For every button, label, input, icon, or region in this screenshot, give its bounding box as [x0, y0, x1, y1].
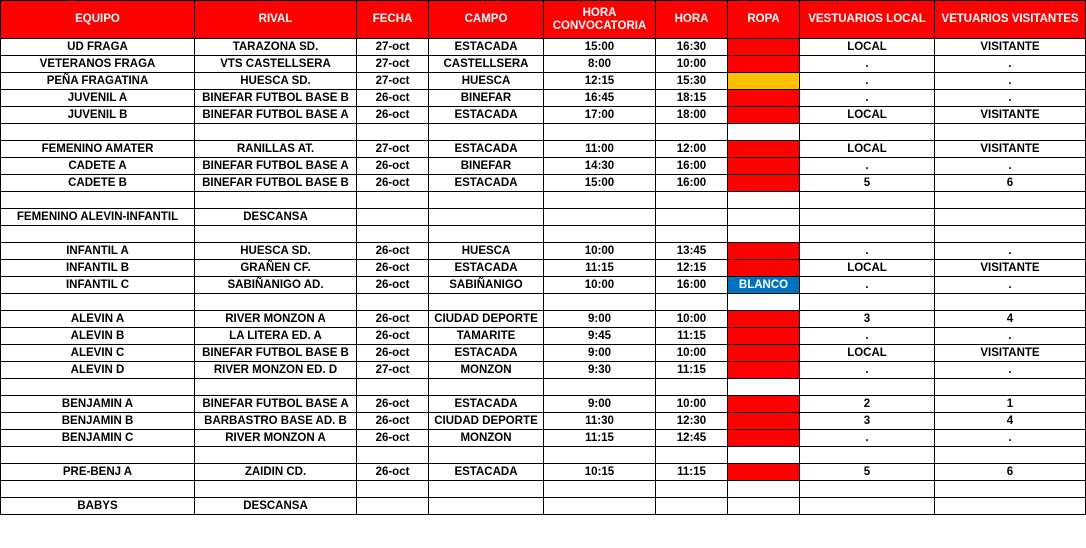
cell-ropa — [728, 260, 800, 277]
cell-hora: 15:30 — [656, 73, 728, 90]
cell-fecha — [357, 209, 429, 226]
cell-vestuario-local: LOCAL — [800, 345, 935, 362]
cell-rival: BINEFAR FUTBOL BASE B — [195, 345, 357, 362]
cell-campo: CIUDAD DEPORTE — [429, 413, 544, 430]
cell-equipo: FEMENINO ALEVIN-INFANTIL — [1, 209, 195, 226]
empty-cell — [800, 192, 935, 209]
blank-row — [1, 294, 1086, 311]
empty-cell — [800, 226, 935, 243]
cell-hora: 12:45 — [656, 430, 728, 447]
cell-campo: ESTACADA — [429, 396, 544, 413]
cell-hora: 16:00 — [656, 277, 728, 294]
cell-vestuario-visitante: 4 — [935, 413, 1086, 430]
cell-fecha: 26-oct — [357, 158, 429, 175]
cell-hora: 16:00 — [656, 175, 728, 192]
cell-rival: SABIÑANIGO AD. — [195, 277, 357, 294]
cell-ropa — [728, 396, 800, 413]
table-row — [1, 260, 1086, 277]
empty-cell — [429, 379, 544, 396]
empty-cell — [357, 447, 429, 464]
empty-cell — [800, 481, 935, 498]
cell-fecha: 27-oct — [357, 56, 429, 73]
table-row — [1, 107, 1086, 124]
cell-ropa — [728, 141, 800, 158]
cell-campo: ESTACADA — [429, 464, 544, 481]
cell-vestuario-visitante: . — [935, 56, 1086, 73]
cell-vestuario-local: . — [800, 430, 935, 447]
cell-fecha: 26-oct — [357, 260, 429, 277]
cell-campo: SABIÑANIGO — [429, 277, 544, 294]
cell-hora — [656, 209, 728, 226]
cell-vestuario-visitante: . — [935, 277, 1086, 294]
cell-campo: ESTACADA — [429, 175, 544, 192]
cell-ropa — [728, 39, 800, 56]
cell-rival: BARBASTRO BASE AD. B — [195, 413, 357, 430]
empty-cell — [357, 481, 429, 498]
table-row — [1, 73, 1086, 90]
cell-vestuario-local: . — [800, 277, 935, 294]
empty-cell — [656, 192, 728, 209]
cell-vestuario-visitante — [935, 209, 1086, 226]
empty-cell — [429, 481, 544, 498]
empty-cell — [728, 192, 800, 209]
empty-cell — [195, 379, 357, 396]
cell-vestuario-visitante: . — [935, 328, 1086, 345]
cell-vestuario-local: 5 — [800, 464, 935, 481]
cell-hora-convocatoria: 15:00 — [544, 39, 656, 56]
table-row — [1, 277, 1086, 294]
empty-cell — [1, 379, 195, 396]
cell-campo: ESTACADA — [429, 107, 544, 124]
table-row — [1, 464, 1086, 481]
cell-hora: 11:15 — [656, 328, 728, 345]
empty-cell — [935, 447, 1086, 464]
cell-fecha: 27-oct — [357, 141, 429, 158]
empty-cell — [935, 192, 1086, 209]
empty-cell — [357, 124, 429, 141]
header-vestuarios-visitantes: VETUARIOS VISITANTES — [935, 1, 1086, 39]
empty-cell — [1, 481, 195, 498]
cell-campo: CASTELLSERA — [429, 56, 544, 73]
cell-vestuario-visitante: . — [935, 362, 1086, 379]
cell-hora: 11:15 — [656, 464, 728, 481]
empty-cell — [728, 447, 800, 464]
cell-hora-convocatoria: 8:00 — [544, 56, 656, 73]
cell-equipo: BENJAMIN B — [1, 413, 195, 430]
cell-vestuario-local: LOCAL — [800, 141, 935, 158]
empty-cell — [195, 192, 357, 209]
empty-cell — [728, 379, 800, 396]
cell-ropa — [728, 56, 800, 73]
cell-hora-convocatoria: 10:00 — [544, 277, 656, 294]
cell-equipo: INFANTIL B — [1, 260, 195, 277]
empty-cell — [357, 379, 429, 396]
cell-rival: HUESCA SD. — [195, 73, 357, 90]
empty-cell — [728, 481, 800, 498]
cell-vestuario-local: . — [800, 362, 935, 379]
cell-vestuario-local: . — [800, 73, 935, 90]
cell-rival: RANILLAS AT. — [195, 141, 357, 158]
empty-cell — [544, 192, 656, 209]
table-row — [1, 328, 1086, 345]
cell-equipo: CADETE A — [1, 158, 195, 175]
table-row — [1, 158, 1086, 175]
cell-vestuario-local — [800, 498, 935, 515]
cell-fecha: 26-oct — [357, 90, 429, 107]
blank-row — [1, 481, 1086, 498]
empty-cell — [935, 379, 1086, 396]
empty-cell — [195, 447, 357, 464]
empty-cell — [544, 481, 656, 498]
cell-ropa — [728, 175, 800, 192]
empty-cell — [195, 481, 357, 498]
blank-row — [1, 192, 1086, 209]
cell-vestuario-local: 5 — [800, 175, 935, 192]
cell-fecha: 26-oct — [357, 107, 429, 124]
cell-equipo: BENJAMIN C — [1, 430, 195, 447]
empty-cell — [728, 294, 800, 311]
cell-ropa — [728, 413, 800, 430]
cell-hora-convocatoria: 9:45 — [544, 328, 656, 345]
cell-ropa — [728, 90, 800, 107]
cell-fecha: 26-oct — [357, 464, 429, 481]
cell-fecha: 27-oct — [357, 362, 429, 379]
cell-vestuario-local: . — [800, 328, 935, 345]
empty-cell — [656, 447, 728, 464]
cell-hora: 12:15 — [656, 260, 728, 277]
cell-rival: RIVER MONZON A — [195, 430, 357, 447]
empty-cell — [728, 226, 800, 243]
blank-row — [1, 124, 1086, 141]
cell-hora-convocatoria: 17:00 — [544, 107, 656, 124]
empty-cell — [429, 447, 544, 464]
cell-vestuario-local: 3 — [800, 311, 935, 328]
cell-campo: ESTACADA — [429, 345, 544, 362]
cell-vestuario-local: LOCAL — [800, 39, 935, 56]
cell-rival: VTS CASTELLSERA — [195, 56, 357, 73]
empty-cell — [935, 124, 1086, 141]
cell-equipo: CADETE B — [1, 175, 195, 192]
empty-cell — [544, 447, 656, 464]
cell-vestuario-local: 3 — [800, 413, 935, 430]
cell-vestuario-visitante: . — [935, 430, 1086, 447]
cell-rival: LA LITERA ED. A — [195, 328, 357, 345]
cell-hora: 18:15 — [656, 90, 728, 107]
cell-rival: BINEFAR FUTBOL BASE A — [195, 107, 357, 124]
empty-cell — [429, 294, 544, 311]
empty-cell — [357, 226, 429, 243]
header-fecha: FECHA — [357, 1, 429, 39]
cell-vestuario-visitante: . — [935, 158, 1086, 175]
cell-ropa — [728, 498, 800, 515]
cell-ropa — [728, 158, 800, 175]
empty-cell — [1, 447, 195, 464]
cell-fecha: 26-oct — [357, 396, 429, 413]
cell-hora: 10:00 — [656, 345, 728, 362]
cell-hora-convocatoria: 11:00 — [544, 141, 656, 158]
cell-rival: RIVER MONZON ED. D — [195, 362, 357, 379]
empty-cell — [429, 226, 544, 243]
cell-ropa — [728, 328, 800, 345]
cell-vestuario-visitante — [935, 498, 1086, 515]
cell-equipo: INFANTIL C — [1, 277, 195, 294]
table-row — [1, 498, 1086, 515]
cell-campo: BINEFAR — [429, 90, 544, 107]
table-row — [1, 430, 1086, 447]
cell-fecha: 26-oct — [357, 175, 429, 192]
cell-ropa — [728, 209, 800, 226]
blank-row — [1, 226, 1086, 243]
empty-cell — [1, 294, 195, 311]
cell-vestuario-visitante: 4 — [935, 311, 1086, 328]
cell-rival: ZAIDIN CD. — [195, 464, 357, 481]
cell-hora: 16:30 — [656, 39, 728, 56]
cell-ropa — [728, 464, 800, 481]
cell-hora-convocatoria — [544, 498, 656, 515]
empty-cell — [429, 192, 544, 209]
cell-hora-convocatoria: 15:00 — [544, 175, 656, 192]
cell-vestuario-visitante: VISITANTE — [935, 345, 1086, 362]
cell-rival: GRAÑEN CF. — [195, 260, 357, 277]
empty-cell — [1, 226, 195, 243]
cell-campo: BINEFAR — [429, 158, 544, 175]
blank-row — [1, 379, 1086, 396]
header-campo: CAMPO — [429, 1, 544, 39]
cell-rival: DESCANSA — [195, 498, 357, 515]
cell-vestuario-visitante: . — [935, 243, 1086, 260]
cell-hora-convocatoria: 11:15 — [544, 430, 656, 447]
cell-fecha: 27-oct — [357, 73, 429, 90]
empty-cell — [544, 379, 656, 396]
header-vestuarios-local: VESTUARIOS LOCAL — [800, 1, 935, 39]
cell-fecha: 26-oct — [357, 413, 429, 430]
cell-hora-convocatoria: 11:15 — [544, 260, 656, 277]
cell-ropa — [728, 73, 800, 90]
cell-rival: BINEFAR FUTBOL BASE B — [195, 90, 357, 107]
cell-hora-convocatoria: 12:15 — [544, 73, 656, 90]
cell-equipo: ALEVIN D — [1, 362, 195, 379]
cell-vestuario-visitante: 6 — [935, 175, 1086, 192]
cell-equipo: INFANTIL A — [1, 243, 195, 260]
table-row — [1, 243, 1086, 260]
cell-hora-convocatoria: 9:00 — [544, 311, 656, 328]
cell-hora-convocatoria: 16:45 — [544, 90, 656, 107]
cell-fecha: 26-oct — [357, 277, 429, 294]
cell-equipo: PRE-BENJ A — [1, 464, 195, 481]
cell-vestuario-visitante: . — [935, 73, 1086, 90]
empty-cell — [544, 226, 656, 243]
empty-cell — [800, 124, 935, 141]
table-row — [1, 90, 1086, 107]
cell-fecha: 26-oct — [357, 311, 429, 328]
cell-rival: DESCANSA — [195, 209, 357, 226]
cell-campo: CIUDAD DEPORTE — [429, 311, 544, 328]
empty-cell — [656, 379, 728, 396]
cell-ropa — [728, 345, 800, 362]
cell-hora: 12:30 — [656, 413, 728, 430]
cell-rival: BINEFAR FUTBOL BASE B — [195, 175, 357, 192]
cell-fecha: 26-oct — [357, 430, 429, 447]
cell-campo: ESTACADA — [429, 141, 544, 158]
cell-ropa — [728, 430, 800, 447]
cell-equipo: PEÑA FRAGATINA — [1, 73, 195, 90]
cell-vestuario-visitante: 1 — [935, 396, 1086, 413]
cell-hora: 16:00 — [656, 158, 728, 175]
table-row — [1, 39, 1086, 56]
table-row — [1, 56, 1086, 73]
cell-hora-convocatoria: 9:30 — [544, 362, 656, 379]
cell-hora-convocatoria: 11:30 — [544, 413, 656, 430]
table-row — [1, 362, 1086, 379]
cell-campo: TAMARITE — [429, 328, 544, 345]
cell-vestuario-local: . — [800, 90, 935, 107]
cell-ropa — [728, 362, 800, 379]
cell-rival: RIVER MONZON A — [195, 311, 357, 328]
empty-cell — [728, 124, 800, 141]
cell-equipo: JUVENIL B — [1, 107, 195, 124]
cell-hora-convocatoria: 9:00 — [544, 396, 656, 413]
cell-vestuario-visitante: . — [935, 90, 1086, 107]
cell-hora-convocatoria: 10:15 — [544, 464, 656, 481]
empty-cell — [656, 226, 728, 243]
cell-rival: TARAZONA SD. — [195, 39, 357, 56]
cell-campo: ESTACADA — [429, 260, 544, 277]
cell-campo — [429, 209, 544, 226]
header-row — [1, 1, 1086, 39]
cell-vestuario-visitante: VISITANTE — [935, 39, 1086, 56]
cell-campo: HUESCA — [429, 73, 544, 90]
empty-cell — [544, 294, 656, 311]
cell-equipo: FEMENINO AMATER — [1, 141, 195, 158]
cell-hora: 10:00 — [656, 396, 728, 413]
cell-hora-convocatoria: 14:30 — [544, 158, 656, 175]
cell-vestuario-local — [800, 209, 935, 226]
empty-cell — [357, 192, 429, 209]
header-hora: HORA — [656, 1, 728, 39]
cell-fecha: 26-oct — [357, 243, 429, 260]
empty-cell — [656, 294, 728, 311]
cell-equipo: UD FRAGA — [1, 39, 195, 56]
cell-equipo: ALEVIN A — [1, 311, 195, 328]
cell-ropa — [728, 311, 800, 328]
cell-vestuario-visitante: VISITANTE — [935, 107, 1086, 124]
cell-vestuario-local: . — [800, 158, 935, 175]
cell-campo: MONZON — [429, 362, 544, 379]
empty-cell — [1, 124, 195, 141]
cell-equipo: ALEVIN C — [1, 345, 195, 362]
cell-vestuario-visitante: VISITANTE — [935, 141, 1086, 158]
cell-ropa — [728, 243, 800, 260]
cell-hora: 11:15 — [656, 362, 728, 379]
empty-cell — [357, 294, 429, 311]
empty-cell — [195, 294, 357, 311]
schedule-body — [1, 39, 1086, 515]
cell-hora-convocatoria — [544, 209, 656, 226]
cell-campo: MONZON — [429, 430, 544, 447]
cell-equipo: BABYS — [1, 498, 195, 515]
empty-cell — [429, 124, 544, 141]
cell-campo: ESTACADA — [429, 39, 544, 56]
cell-rival: BINEFAR FUTBOL BASE A — [195, 396, 357, 413]
empty-cell — [1, 192, 195, 209]
cell-rival: BINEFAR FUTBOL BASE A — [195, 158, 357, 175]
table-row — [1, 141, 1086, 158]
empty-cell — [656, 481, 728, 498]
cell-campo: HUESCA — [429, 243, 544, 260]
table-row — [1, 175, 1086, 192]
empty-cell — [800, 447, 935, 464]
cell-vestuario-local: 2 — [800, 396, 935, 413]
empty-cell — [195, 226, 357, 243]
header-rival: RIVAL — [195, 1, 357, 39]
cell-fecha: 26-oct — [357, 345, 429, 362]
cell-hora: 10:00 — [656, 56, 728, 73]
table-row — [1, 413, 1086, 430]
cell-hora: 13:45 — [656, 243, 728, 260]
cell-campo — [429, 498, 544, 515]
cell-vestuario-local: . — [800, 243, 935, 260]
empty-cell — [935, 226, 1086, 243]
cell-equipo: ALEVIN B — [1, 328, 195, 345]
cell-vestuario-local: LOCAL — [800, 107, 935, 124]
cell-vestuario-visitante: VISITANTE — [935, 260, 1086, 277]
cell-hora-convocatoria: 10:00 — [544, 243, 656, 260]
cell-equipo: BENJAMIN A — [1, 396, 195, 413]
cell-vestuario-visitante: 6 — [935, 464, 1086, 481]
empty-cell — [800, 294, 935, 311]
cell-hora: 18:00 — [656, 107, 728, 124]
empty-cell — [935, 294, 1086, 311]
table-row — [1, 209, 1086, 226]
header-equipo: EQUIPO — [1, 1, 195, 39]
empty-cell — [544, 124, 656, 141]
empty-cell — [800, 379, 935, 396]
cell-equipo: VETERANOS FRAGA — [1, 56, 195, 73]
cell-fecha: 27-oct — [357, 39, 429, 56]
table-row — [1, 345, 1086, 362]
cell-ropa — [728, 107, 800, 124]
cell-vestuario-local: . — [800, 56, 935, 73]
header-hora-convocatoria: HORA CONVOCATORIA — [544, 1, 656, 39]
header-ropa: ROPA — [728, 1, 800, 39]
empty-cell — [656, 124, 728, 141]
cell-hora — [656, 498, 728, 515]
cell-fecha — [357, 498, 429, 515]
cell-fecha: 26-oct — [357, 328, 429, 345]
empty-cell — [935, 481, 1086, 498]
table-row — [1, 311, 1086, 328]
cell-hora-convocatoria: 9:00 — [544, 345, 656, 362]
cell-hora: 12:00 — [656, 141, 728, 158]
empty-cell — [195, 124, 357, 141]
cell-ropa: BLANCO — [728, 277, 800, 294]
cell-hora: 10:00 — [656, 311, 728, 328]
cell-equipo: JUVENIL A — [1, 90, 195, 107]
cell-rival: HUESCA SD. — [195, 243, 357, 260]
cell-vestuario-local: LOCAL — [800, 260, 935, 277]
blank-row — [1, 447, 1086, 464]
table-row — [1, 396, 1086, 413]
